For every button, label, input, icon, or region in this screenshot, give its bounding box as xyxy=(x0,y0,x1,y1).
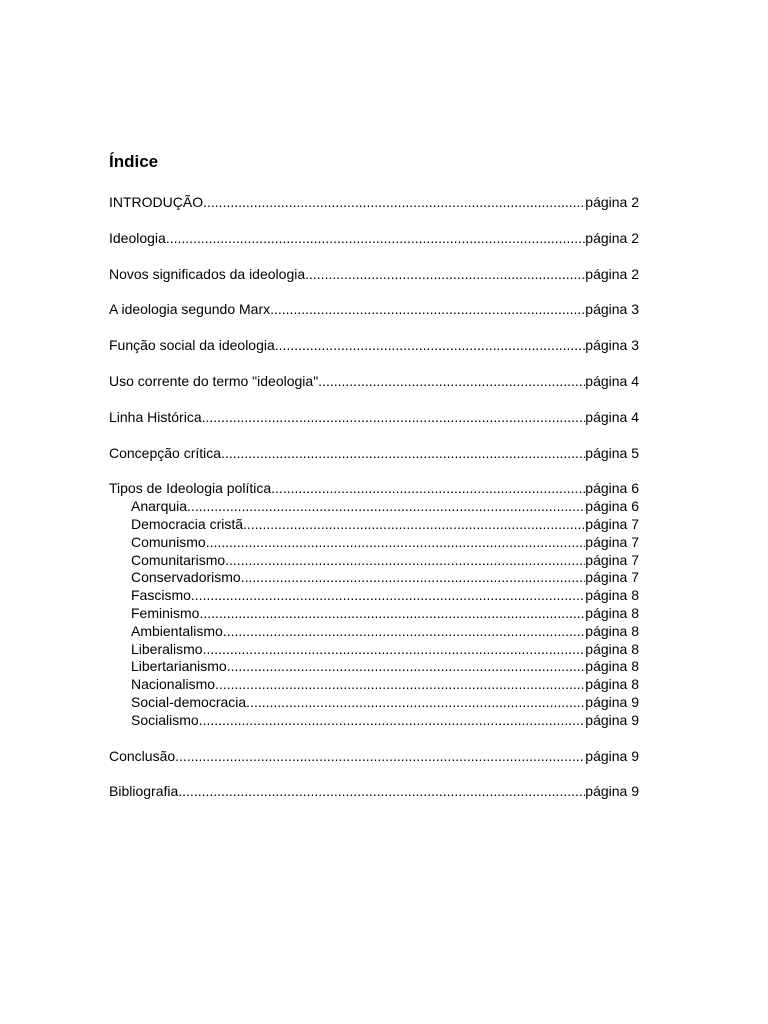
toc-entry-page: página 5 xyxy=(585,444,639,461)
toc-entry-label: Ideologia xyxy=(109,229,166,246)
toc-entry-label: Social-democracia xyxy=(131,693,247,710)
toc-entry-page: página 4 xyxy=(585,408,639,425)
toc-subentry-fascismo xyxy=(109,587,639,605)
dot-leader xyxy=(202,409,586,427)
toc-entry-page: página 7 xyxy=(585,569,639,586)
toc-entry-page: página 9 xyxy=(585,693,639,710)
toc-entry-page: página 8 xyxy=(585,658,639,675)
toc-subentry-liberalismo xyxy=(109,641,639,659)
dot-leader xyxy=(199,712,586,730)
toc-entry-label: Feminismo xyxy=(131,604,200,621)
dot-leader xyxy=(215,676,585,694)
toc-entry-label: Conservadorismo xyxy=(131,569,241,586)
toc-entry-page: página 8 xyxy=(585,587,639,604)
dot-leader xyxy=(166,230,585,248)
toc-entry-label: Comunismo xyxy=(131,533,206,550)
toc-entry-label: Democracia cristã xyxy=(131,515,244,532)
toc-entry-page: página 2 xyxy=(585,229,639,246)
dot-leader xyxy=(227,658,586,676)
toc-entry-label: Bibliografia xyxy=(109,783,179,800)
toc-entry-label: Liberalismo xyxy=(131,640,203,657)
toc-entry-label: Novos significados da ideologia xyxy=(109,265,306,282)
dot-leader xyxy=(203,641,586,659)
dot-leader xyxy=(178,783,585,801)
toc-entry-label: Concepção crítica xyxy=(109,444,222,461)
dot-leader xyxy=(191,587,585,605)
toc-entry-page: página 3 xyxy=(585,301,639,318)
dot-leader xyxy=(271,480,585,498)
toc-subentry-libertarianismo xyxy=(109,658,639,676)
toc-entry-marx xyxy=(109,301,639,319)
toc-entry-page: página 8 xyxy=(585,640,639,657)
toc-entry-label: INTRODUÇÃO xyxy=(109,194,204,210)
toc-subentry-socialismo xyxy=(109,712,639,730)
toc-entry-page: página 8 xyxy=(585,622,639,639)
dot-leader xyxy=(187,498,585,516)
toc-entry-label: Linha Histórica xyxy=(109,408,202,425)
toc-entry-label: Comunitarismo xyxy=(131,551,226,568)
toc-entry-page: página 7 xyxy=(585,515,639,532)
toc-subentry-comunismo xyxy=(109,534,639,552)
toc-title: Índice xyxy=(109,152,159,171)
toc-entry-label: Ambientalismo xyxy=(131,622,223,639)
dot-leader xyxy=(225,552,585,570)
toc-subentry-democracia-crista xyxy=(109,516,639,534)
toc-entry-page: página 7 xyxy=(585,533,639,550)
toc-entry-label: Fascismo xyxy=(131,587,191,604)
dot-leader xyxy=(206,534,586,552)
dot-leader xyxy=(203,194,585,212)
toc-entry-page: página 9 xyxy=(585,711,639,728)
toc-entry-label: Libertarianismo xyxy=(131,658,227,675)
toc-entry-page: página 9 xyxy=(585,783,639,800)
toc-entry-label: Nacionalismo xyxy=(131,676,216,693)
toc-entry-funcao-social xyxy=(109,337,639,355)
dot-leader xyxy=(199,605,585,623)
toc-subentry-comunitarismo xyxy=(109,552,639,570)
toc-entry-introducao xyxy=(109,194,639,212)
dot-leader xyxy=(175,748,585,766)
toc-subentry-nacionalismo xyxy=(109,676,639,694)
toc-entry-label: Tipos de Ideologia política xyxy=(109,480,272,497)
table-of-contents xyxy=(109,194,639,819)
toc-entry-page: página 4 xyxy=(585,372,639,389)
toc-entry-label: Anarquia xyxy=(131,498,188,515)
toc-entry-uso-corrente xyxy=(109,373,639,391)
toc-entry-label: Função social da ideologia xyxy=(109,337,275,354)
toc-entry-novos-significados xyxy=(109,266,639,284)
toc-entry-ideologia xyxy=(109,230,639,248)
toc-entry-page: página 3 xyxy=(585,337,639,354)
toc-entry-tipos-ideologia xyxy=(109,480,639,498)
toc-entry-page: página 2 xyxy=(585,194,639,210)
toc-subentry-feminismo xyxy=(109,605,639,623)
toc-entry-page: página 6 xyxy=(585,480,639,497)
toc-entry-page: página 8 xyxy=(585,676,639,693)
toc-entry-label: A ideologia segundo Marx xyxy=(109,301,271,318)
toc-entry-bibliografia xyxy=(109,783,639,801)
dot-leader xyxy=(318,373,585,391)
dot-leader xyxy=(270,301,585,319)
toc-entry-page: página 2 xyxy=(585,265,639,282)
dot-leader xyxy=(275,337,586,355)
dot-leader xyxy=(305,266,585,284)
toc-entry-linha-historica xyxy=(109,409,639,427)
toc-entry-label: Uso corrente do termo "ideologia" xyxy=(109,372,319,389)
dot-leader xyxy=(243,516,585,534)
toc-subentry-anarquia xyxy=(109,498,639,516)
toc-subentry-conservadorismo xyxy=(109,569,639,587)
toc-entry-page: página 8 xyxy=(585,604,639,621)
toc-entry-page: página 7 xyxy=(585,551,639,568)
toc-entry-page: página 6 xyxy=(585,498,639,515)
dot-leader xyxy=(246,694,585,712)
toc-entry-label: Socialismo xyxy=(131,711,199,728)
toc-entry-concepcao-critica xyxy=(109,445,639,463)
toc-subentry-social-democracia xyxy=(109,694,639,712)
toc-entry-page: página 9 xyxy=(585,747,639,764)
dot-leader xyxy=(221,445,585,463)
toc-entry-conclusao xyxy=(109,748,639,766)
toc-subentry-ambientalismo xyxy=(109,623,639,641)
dot-leader xyxy=(223,623,585,641)
dot-leader xyxy=(241,569,586,587)
toc-entry-label: Conclusão xyxy=(109,747,176,764)
